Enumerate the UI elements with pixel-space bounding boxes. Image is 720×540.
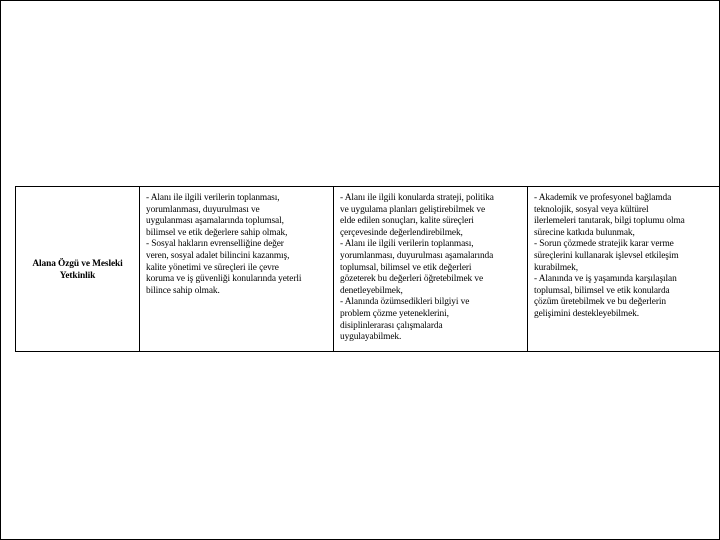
cell-text-line: - Akademik ve profesyonel bağlamda: [534, 193, 672, 203]
cell-text-line: - Alanında özümsedikleri bilgiyi ve: [340, 297, 470, 308]
cell-text-line: bilince sahip olmak.: [146, 285, 220, 296]
cell-text-line: gelişimini destekleyebilmek.: [534, 308, 639, 319]
cell-text-line: süreçlerini kullanarak işlevsel etkileşim: [534, 250, 679, 261]
competency-cell-2: [334, 187, 528, 352]
cell-text-line: - Alanı ile ilgili konularda strateji, politika: [340, 193, 494, 203]
cell-text-line: veren, sosyal adalet bilincini kazanmış,: [146, 250, 290, 261]
cell-text-line: disiplinlerarası çalışmalarda: [340, 320, 443, 331]
row-heading-line: Alana Özgü ve Mesleki: [32, 259, 123, 269]
cell-text-line: - Alanı ile ilgili verilerin toplanması,: [340, 239, 474, 250]
cell-text-line: denetleyebilmek,: [340, 285, 403, 296]
competency-table: [15, 186, 720, 352]
competency-cell-1: [140, 187, 334, 352]
cell-text-line: - Sosyal hakların evrenselliğine değer: [146, 239, 284, 250]
table-row: [16, 187, 720, 352]
cell-text-line: çözüm üretebilmek ve bu değerlerin: [534, 297, 666, 308]
cell-text-line: elde edilen sonuçları, kalite süreçleri: [340, 216, 474, 227]
cell-text-line: yorumlanması, duyurulması aşamalarında: [340, 250, 494, 261]
cell-text-line: koruma ve iş güvenliği konularında yeterli: [146, 274, 302, 285]
cell-text-line: - Sorun çözmede stratejik karar verme: [534, 239, 674, 250]
cell-text-line: kalite yönetimi ve süreçleri ile çevre: [146, 262, 279, 273]
cell-text-line: problem çözme yeteneklerini,: [340, 308, 449, 319]
row-heading-line: Yetkinlik: [59, 271, 96, 281]
cell-text-line: bilimsel ve etik değerlere sahip olmak,: [146, 227, 288, 238]
cell-text-line: - Alanı ile ilgili verilerin toplanması,: [146, 193, 280, 203]
cell-text-line: gözeterek bu değerleri öğretebilmek ve: [340, 274, 484, 285]
cell-text-line: yorumlanması, duyurulması ve: [146, 204, 260, 215]
cell-text-line: çerçevesinde değerlendirebilmek,: [340, 227, 463, 238]
row-heading-cell: [16, 187, 140, 352]
cell-text-line: uygulayabilmek.: [340, 332, 402, 343]
cell-text-line: ve uygulama planları geliştirebilmek ve: [340, 204, 486, 215]
cell-text-line: toplumsal, bilimsel ve etik konularda: [534, 285, 670, 296]
cell-text-line: - Alanında ve iş yaşamında karşılaşılan: [534, 274, 677, 285]
competency-cell-3: [528, 187, 720, 352]
cell-text-line: teknolojik, sosyal veya kültürel: [534, 204, 649, 215]
cell-text-line: ilerlemeleri tanıtarak, bilgi toplumu olma: [534, 216, 685, 227]
cell-text-line: toplumsal, bilimsel ve etik değerleri: [340, 262, 472, 273]
cell-text-line: sürecine katkıda bulunmak,: [534, 227, 635, 238]
cell-text-line: uygulanması aşamalarında toplumsal,: [146, 216, 284, 227]
cell-text-line: kurabilmek,: [534, 262, 578, 273]
